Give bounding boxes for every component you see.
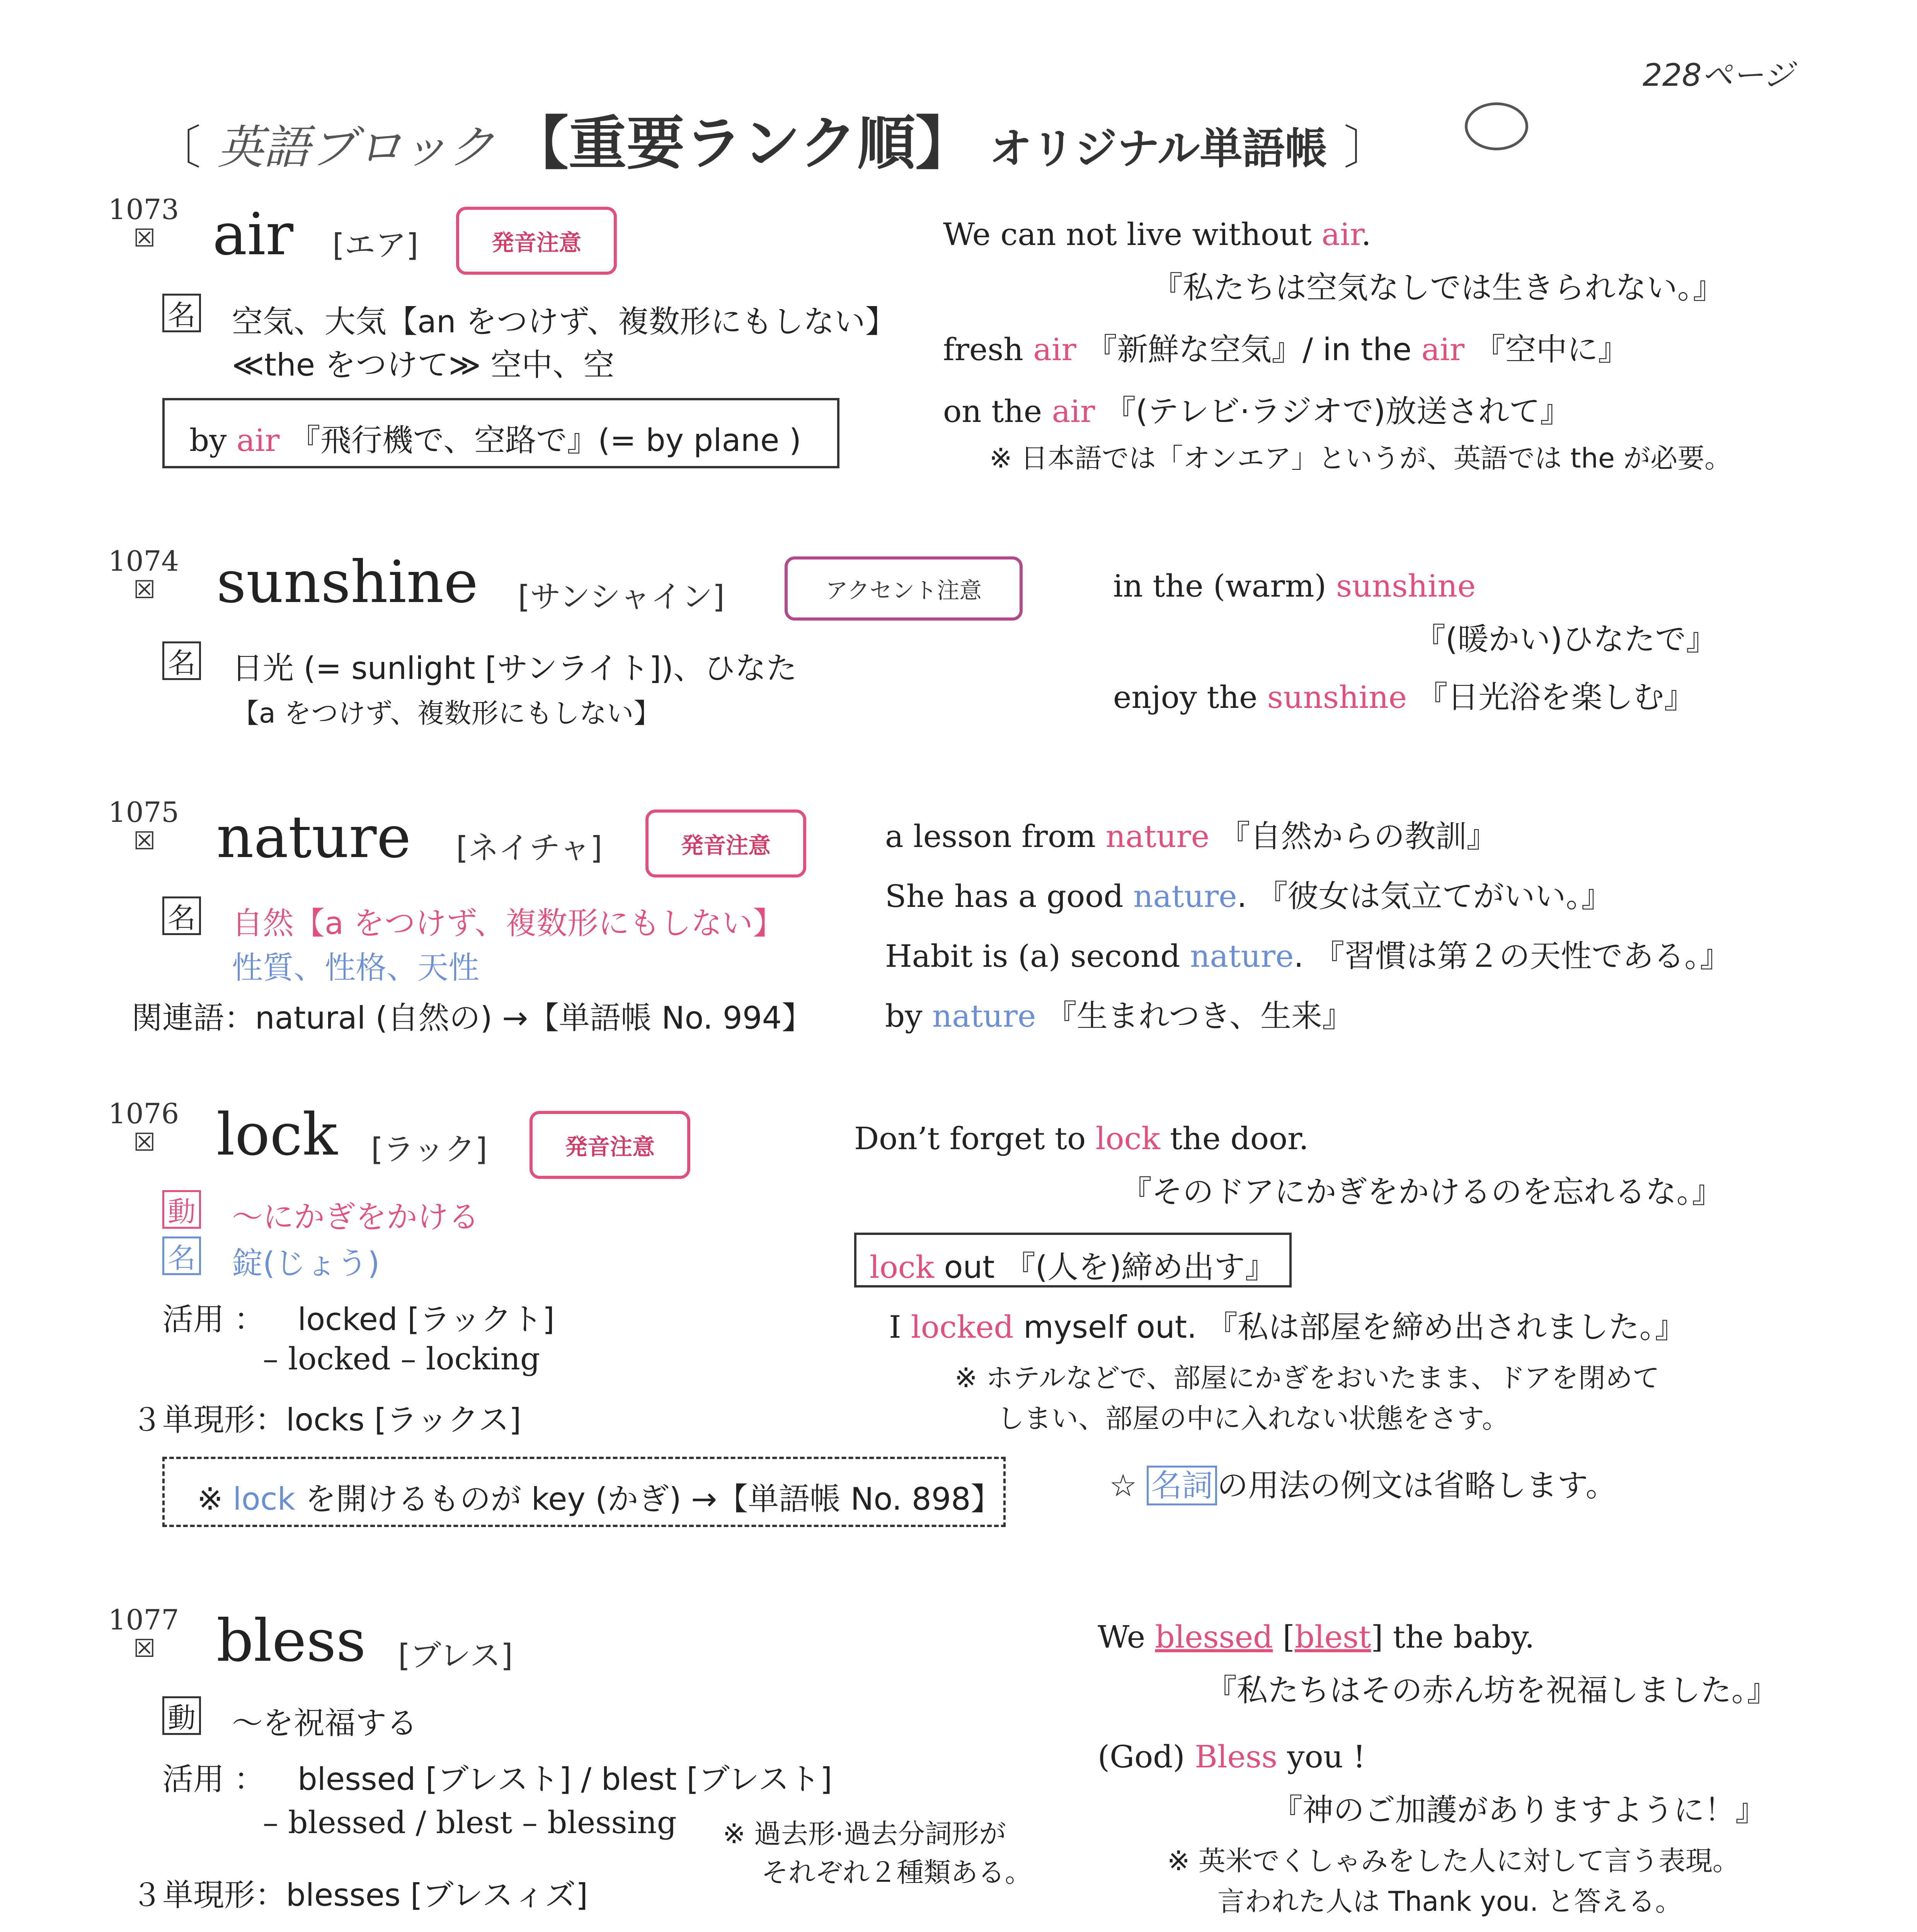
example-sentence: We blessed [blest] the baby.	[1098, 1619, 1535, 1655]
mascot-icon	[1465, 102, 1528, 150]
entry-number: 1076	[108, 1097, 179, 1130]
checkbox-icon[interactable]: ☒	[133, 576, 156, 604]
pos-verb-label: 動	[162, 1190, 201, 1229]
example-phrase: in the (warm) sunshine	[1113, 568, 1476, 604]
header-bracket-close: 〕	[1343, 121, 1390, 175]
usage-note: ※ 日本語では「オンエア」というが、英語では the が必要。	[989, 442, 1732, 474]
headword: lock	[216, 1101, 338, 1168]
pronunciation: [ネイチャ]	[456, 830, 603, 866]
checkbox-icon[interactable]: ☒	[133, 1634, 156, 1663]
pronunciation-caution-badge: 発音注意	[456, 207, 617, 275]
definition: 日光 (= sunlight [サンライト])、ひなた	[232, 650, 797, 686]
phrase-box-text: by air 『飛行機で、空路で』(= by plane )	[189, 422, 802, 458]
pos-noun-label: 名	[162, 896, 201, 935]
definition: 空気、大気【an をつけず、複数形にもしない】	[232, 304, 896, 340]
header-bracket-open: 〔	[155, 121, 201, 175]
example-sentence: (God) Bless you !	[1098, 1739, 1365, 1775]
definition: ≪the をつけて≫ 空中、空	[232, 347, 615, 383]
page-number	[1643, 50, 1794, 95]
related-word: 関連語：natural (自然の) →【単語帳 No. 994】	[131, 1000, 813, 1036]
example-sentence: We can not live without air.	[943, 216, 1371, 252]
pronunciation-caution-badge: 発音注意	[529, 1111, 690, 1179]
checkbox-icon[interactable]: ☒	[133, 827, 156, 855]
conjugation: – locked – locking	[263, 1341, 540, 1377]
example-sentence: Habit is (a) second nature. 『習慣は第２の天性である。』	[885, 938, 1731, 974]
example-translation: 『そのドアにかぎをかけるのを忘れるな。』	[1121, 1174, 1723, 1210]
brand-logo: 英語ブロック	[217, 121, 495, 175]
pos-noun-label: 名	[162, 641, 201, 680]
usage-note: ※ 英米でくしゃみをした人に対して言う表現。	[1167, 1845, 1740, 1877]
pronunciation-caution-badge: 発音注意	[645, 810, 806, 878]
pronunciation: [ラック]	[371, 1131, 487, 1167]
definition: 錠(じょう)	[232, 1245, 380, 1281]
entry-number: 1075	[108, 796, 179, 828]
pos-noun-label: 名	[162, 294, 201, 332]
definition-note: 【a をつけず、複数形にもしない】	[232, 697, 661, 729]
omission-note: ☆ 名詞 の用法の例文は省略します。	[1109, 1461, 1617, 1505]
conjugation-label: 活用 ：	[162, 1761, 265, 1797]
page-number-value: 228	[1643, 57, 1702, 93]
conjugation: locked [ラックト]	[298, 1301, 555, 1337]
example-phrase: on the air 『(テレビ·ラジオで)放送されて』	[943, 393, 1571, 429]
headword: sunshine	[216, 549, 478, 616]
example-phrase: enjoy the sunshine 『日光浴を楽しむ』	[1113, 679, 1695, 715]
checkbox-icon[interactable]: ☒	[133, 224, 156, 253]
example-translation: 『私たちは空気なしでは生きられない。』	[1152, 270, 1724, 306]
accent-caution-badge: アクセント注意	[785, 556, 1023, 621]
page-number-suffix: ページ	[1701, 57, 1794, 93]
example-translation: 『(暖かい)ひなたで』	[1415, 621, 1717, 657]
usage-note: ※ ホテルなどで、部屋にかぎをおいたまま、ドアを閉めて	[955, 1362, 1660, 1394]
headword: nature	[216, 804, 411, 871]
checkbox-icon[interactable]: ☒	[133, 1128, 156, 1157]
headword: bless	[216, 1607, 366, 1675]
entry-number: 1073	[108, 193, 179, 226]
conjugation: – blessed / blest – blessing	[263, 1804, 677, 1840]
example-translation: 『神のご加護がありますように！』	[1272, 1792, 1766, 1828]
usage-note: それぞれ２種類ある。	[761, 1857, 1032, 1888]
pos-noun-label: 名	[162, 1236, 201, 1275]
definition: 自然【a をつけず、複数形にもしない】	[232, 905, 784, 941]
definition: ～を祝福する	[232, 1705, 417, 1741]
example-phrase: a lesson from nature 『自然からの教訓』	[885, 818, 1498, 854]
pronunciation: [エア]	[332, 227, 419, 263]
header-title: 【重要ランク順】	[511, 110, 974, 177]
note-dashed-box-text: ※ lock を開けるものが key (かぎ) →【単語帳 No. 898】	[197, 1481, 1002, 1517]
page-header	[155, 97, 1390, 180]
usage-note: 言われた人は Thank you. と答える。	[1217, 1886, 1682, 1917]
third-person-form: ３単現形：locks [ラックス]	[131, 1402, 521, 1438]
definition: ～にかぎをかける	[232, 1199, 479, 1235]
example-phrase: by nature 『生まれつき、生来』	[885, 998, 1353, 1034]
conjugation-label: 活用 ：	[162, 1301, 265, 1337]
usage-note: しまい、部屋の中に入れない状態をさす。	[997, 1403, 1509, 1434]
entry-number: 1074	[108, 545, 179, 577]
phrase-box-text: lock out 『(人を)締め出す』	[870, 1249, 1276, 1285]
example-phrase: fresh air 『新鮮な空気』/ in the air 『空中に』	[943, 332, 1629, 367]
entry-number: 1077	[108, 1604, 179, 1636]
definition: 性質、性格、天性	[232, 950, 479, 986]
third-person-form: ３単現形：blesses [ブレスィズ]	[131, 1877, 588, 1913]
header-subtitle: オリジナル単語帳	[989, 124, 1328, 173]
example-translation: 『私たちはその赤ん坊を祝福しました。』	[1206, 1672, 1778, 1708]
usage-note: ※ 過去形·過去分詞形が	[723, 1818, 1006, 1850]
example-sentence: Don’t forget to lock the door.	[854, 1121, 1309, 1156]
pos-verb-label: 動	[162, 1696, 201, 1735]
conjugation: blessed [ブレスト] / blest [ブレスト]	[298, 1761, 833, 1797]
pronunciation: [サンシャイン]	[518, 579, 725, 615]
headword: air	[213, 201, 294, 268]
example-sentence: She has a good nature. 『彼女は気立てがいい。』	[885, 878, 1612, 914]
pronunciation: [ブレス]	[398, 1638, 513, 1673]
example-sentence: I locked myself out. 『私は部屋を締め出されました。』	[889, 1309, 1686, 1345]
